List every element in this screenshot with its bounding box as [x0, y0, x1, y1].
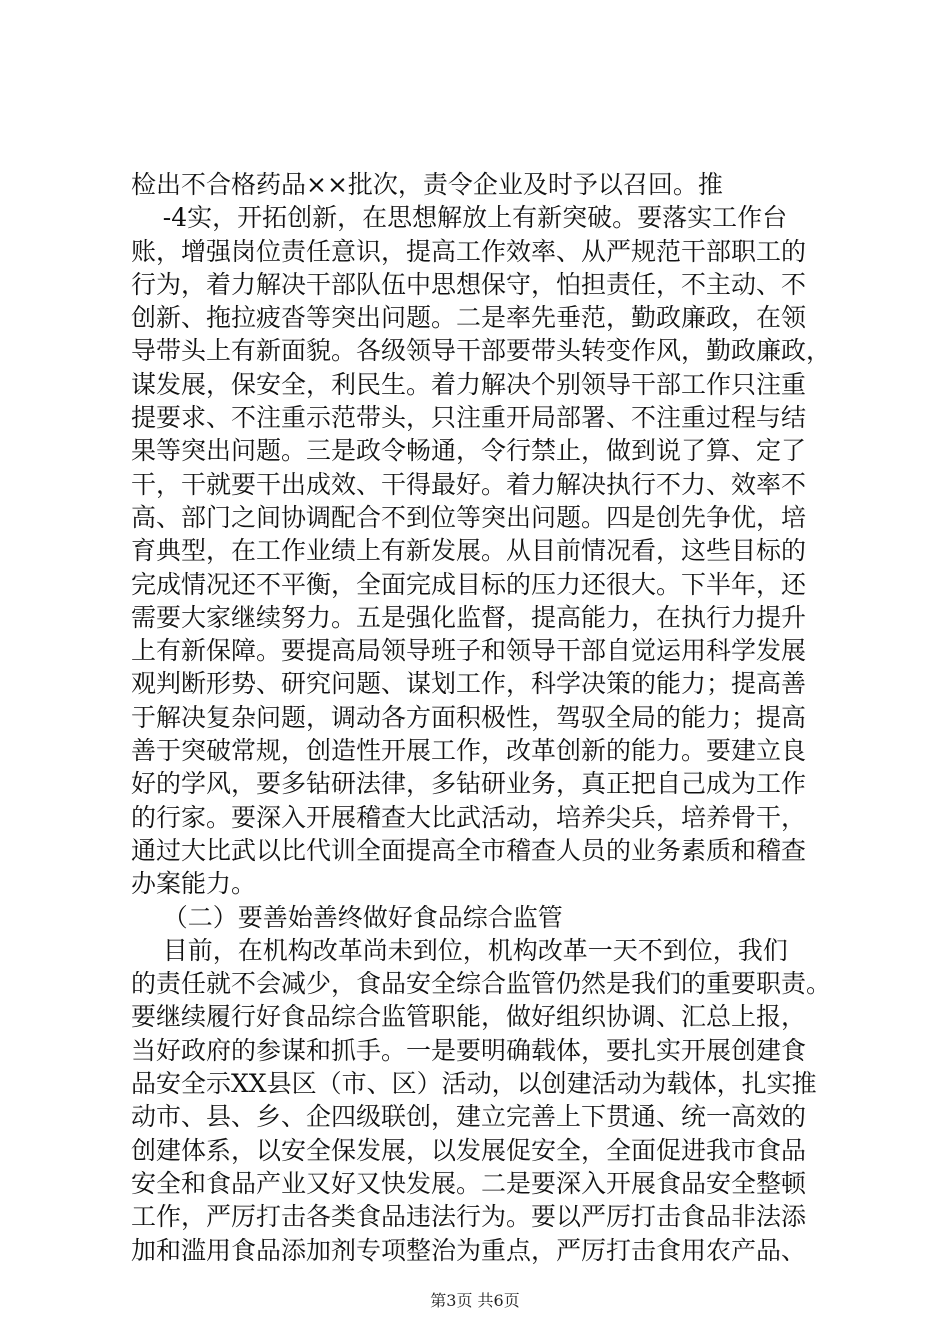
text-line: （二）要善始善终做好食品综合监管 — [131, 902, 563, 932]
text-line: 果等突出问题。三是政令畅通，令行禁止，做到说了算、定了 — [131, 436, 807, 466]
text-line: -4实，开拓创新，在思想解放上有新突破。要落实工作台 — [131, 203, 788, 233]
text-line: 加和滥用食品添加剂专项整治为重点，严厉打击食用农产品、 — [131, 1235, 807, 1265]
text-line: 高、部门之间协调配合不到位等突出问题。四是创先争优，培 — [131, 502, 807, 532]
text-line: 通过大比武以比代训全面提高全市稽查人员的业务素质和稽查 — [131, 835, 807, 865]
text-line: 办案能力。 — [131, 869, 257, 899]
page-footer: 第3页 共6页 — [430, 1291, 520, 1310]
text-line: 创新、拖拉疲沓等突出问题。二是率先垂范，勤政廉政，在领 — [131, 303, 807, 333]
text-line: 要继续履行好食品综合监管职能，做好组织协调、汇总上报， — [131, 1002, 807, 1032]
text-line: 育典型，在工作业绩上有新发展。从目前情况看，这些目标的 — [131, 536, 807, 566]
text-line: 账，增强岗位责任意识，提高工作效率、从严规范干部职工的 — [131, 236, 807, 266]
text-line: 好的学风，要多钻研法律，多钻研业务，真正把自己成为工作 — [131, 769, 807, 799]
text-line: 品安全示XX县区（市、区）活动，以创建活动为载体，扎实推 — [131, 1069, 817, 1099]
text-line: 动市、县、乡、企四级联创，建立完善上下贯通、统一高效的 — [131, 1102, 807, 1132]
body-text — [131, 168, 831, 1267]
text-line: 于解决复杂问题，调动各方面积极性，驾驭全局的能力；提高 — [131, 702, 807, 732]
text-line: 完成情况还不平衡，全面完成目标的压力还很大。下半年，还 — [131, 569, 807, 599]
text-line: 的责任就不会减少，食品安全综合监管仍然是我们的重要职责。 — [131, 969, 832, 999]
text-line: 当好政府的参谋和抓手。一是要明确载体，要扎实开展创建食 — [131, 1035, 807, 1065]
text-line: 创建体系，以安全保发展，以发展促安全，全面促进我市食品 — [131, 1135, 807, 1165]
text-line: 需要大家继续努力。五是强化监督，提高能力，在执行力提升 — [131, 602, 807, 632]
text-line: 导带头上有新面貌。各级领导干部要带头转变作风，勤政廉政， — [131, 336, 832, 366]
text-line: 上有新保障。要提高局领导班子和领导干部自觉运用科学发展 — [131, 636, 807, 666]
text-line: 安全和食品产业又好又快发展。二是要深入开展食品安全整顿 — [131, 1168, 807, 1198]
text-line: 目前，在机构改革尚未到位，机构改革一天不到位，我们 — [131, 935, 788, 965]
text-line: 观判断形势、研究问题、谋划工作，科学决策的能力；提高善 — [131, 669, 807, 699]
text-line: 提要求、不注重示范带头，只注重开局部署、不注重过程与结 — [131, 403, 807, 433]
text-line: 工作，严厉打击各类食品违法行为。要以严厉打击食品非法添 — [131, 1202, 807, 1232]
text-line: 行为，着力解决干部队伍中思想保守，怕担责任，不主动、不 — [131, 269, 807, 299]
text-line: 的行家。要深入开展稽查大比武活动，培养尖兵，培养骨干， — [131, 802, 807, 832]
text-line: 善于突破常规，创造性开展工作，改革创新的能力。要建立良 — [131, 736, 807, 766]
text-line: 谋发展，保安全，利民生。着力解决个别领导干部工作只注重 — [131, 369, 807, 399]
text-line: 干，干就要干出成效、干得最好。着力解决执行不力、效率不 — [131, 469, 807, 499]
text-line: 检出不合格药品××批次，责令企业及时予以召回。推 — [131, 170, 723, 199]
